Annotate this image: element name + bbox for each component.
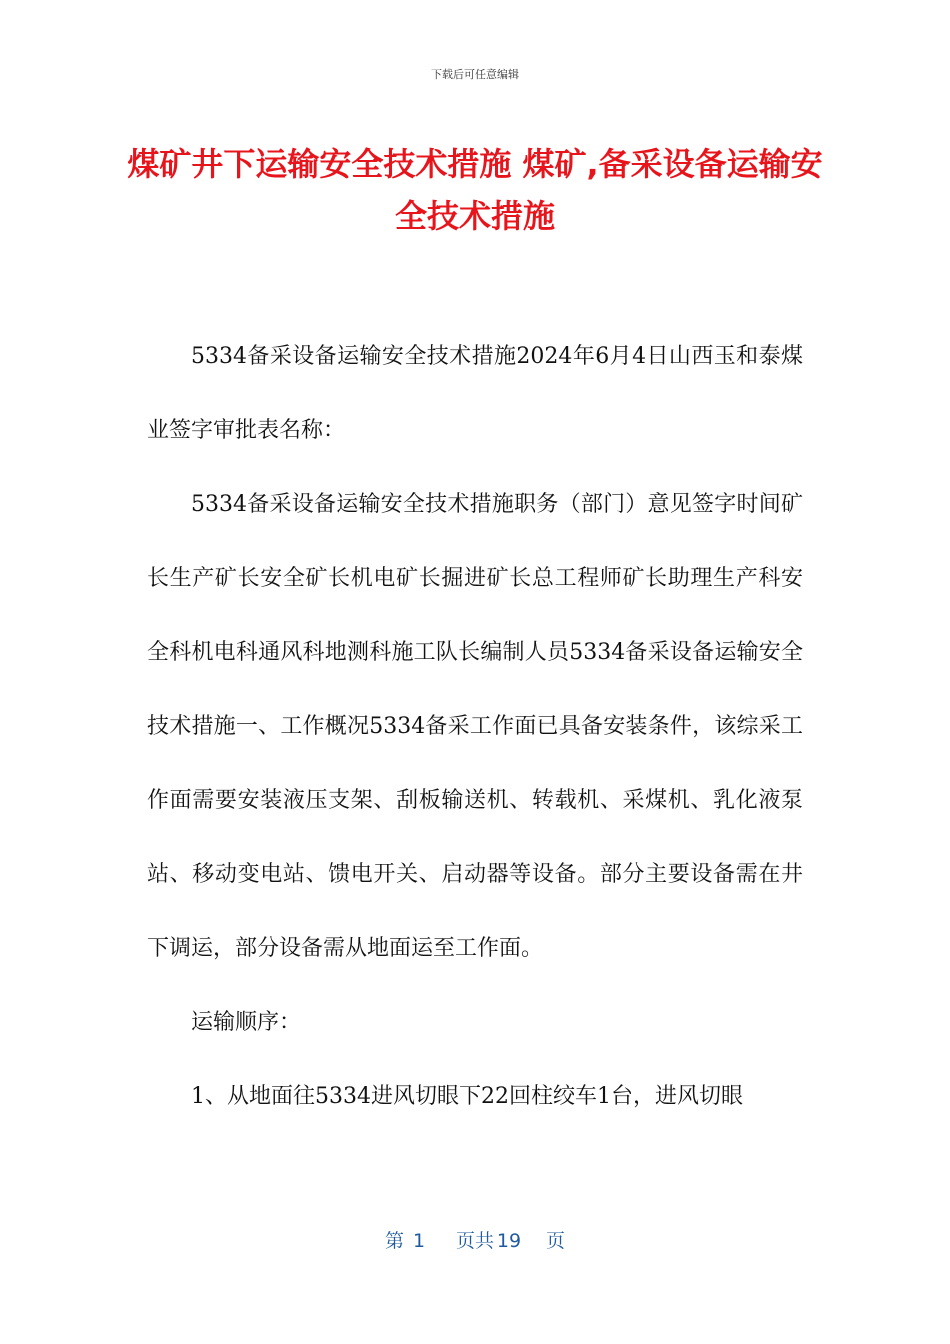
- footer-page-suffix: 页: [546, 1230, 566, 1252]
- header-note: 下载后可任意编辑: [431, 68, 519, 81]
- paragraph-4: 1、从地面往5334进风切眼下22回柱绞车1台，进风切眼: [191, 1084, 743, 1109]
- document-title: 煤矿井下运输安全技术措施 煤矿,备采设备运输安全技术措施: [127, 145, 823, 235]
- footer-page-mid: 页共: [455, 1230, 494, 1252]
- footer-current-page: 1: [412, 1230, 426, 1252]
- footer-total-pages: 19: [496, 1230, 522, 1252]
- document-body: [147, 320, 803, 1134]
- paragraph-3: 运输顺序：: [191, 1010, 302, 1035]
- paragraph-2: 5334备采设备运输安全技术措施职务（部门）意见签字时间矿长生产矿长安全矿长机电矿长掘进矿长总工程师矿长助理生产科安全科机电科通风科地测科施工队长编制人员5334备采设备运输安全技术措施一、工作概况5334备采工作面已具备安装条件，该综采工作面需要安装液压支架、刮板输送机、转载机、采煤机、乳化液泵站、移动变电站、馈电开关、启动器等设备。部分主要设备需在井下调运，部分设备需从地面运至工作面。: [147, 492, 803, 961]
- paragraph-1: 5334备采设备运输安全技术措施2024年6月4日山西玉和泰煤业签字审批表名称：: [147, 344, 803, 443]
- page-footer: [0, 1226, 950, 1253]
- footer-page-prefix: 第: [384, 1230, 404, 1252]
